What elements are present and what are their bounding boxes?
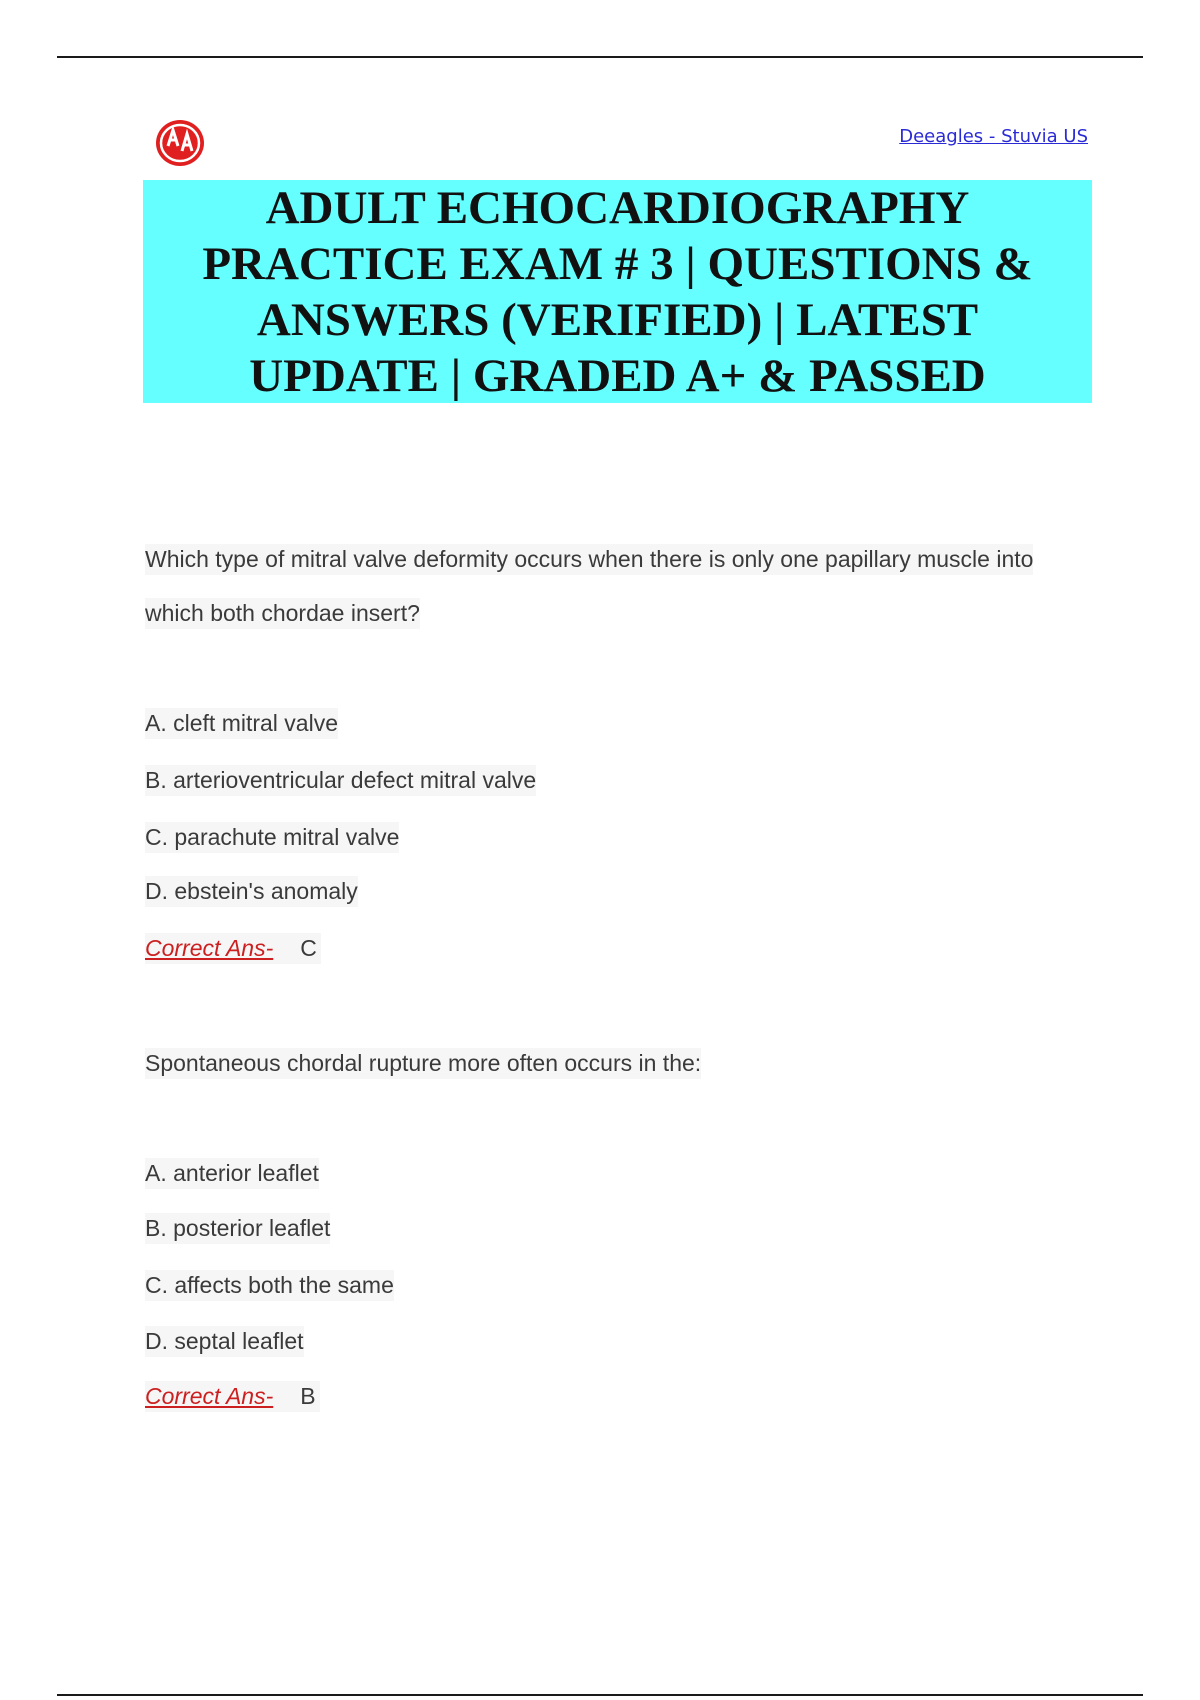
question-1-answer	[145, 933, 321, 964]
question-1-option-d: D. ebstein's anomaly	[145, 876, 358, 907]
answer-label: Correct Ans-	[145, 1383, 274, 1409]
question-1-option-c: C. parachute mitral valve	[145, 822, 399, 853]
question-1-option-b: B. arterioventricular defect mitral valve	[145, 765, 536, 796]
title-banner	[143, 180, 1092, 403]
question-2-answer	[145, 1381, 320, 1412]
question-2-option-a: A. anterior leaflet	[145, 1158, 319, 1189]
question-1-text: Which type of mitral valve deformity occurs when there is only one papillary muscle into	[145, 544, 1033, 575]
top-rule	[57, 56, 1143, 58]
question-1-text-continued: which both chordae insert?	[145, 598, 420, 629]
answer-value: B	[300, 1383, 316, 1409]
stuvia-link[interactable]: Deeagles - Stuvia US	[899, 126, 1088, 147]
question-2-option-b: B. posterior leaflet	[145, 1213, 330, 1244]
answer-value: C	[300, 935, 317, 961]
document-title: ADULT ECHOCARDIOGRAPHY PRACTICE EXAM # 3 | QUESTIONS & ANSWERS (VERIFIED) | LATEST UPDATE | GRADED A+ & PASSED	[202, 181, 1033, 402]
bottom-rule	[57, 1694, 1143, 1696]
question-2-option-c: C. affects both the same	[145, 1270, 394, 1301]
question-2-text: Spontaneous chordal rupture more often occurs in the:	[145, 1048, 701, 1079]
question-2-option-d: D. septal leaflet	[145, 1326, 304, 1357]
question-1-option-a: A. cleft mitral valve	[145, 708, 338, 739]
answer-label: Correct Ans-	[145, 935, 274, 961]
brand-logo-icon	[154, 118, 206, 168]
